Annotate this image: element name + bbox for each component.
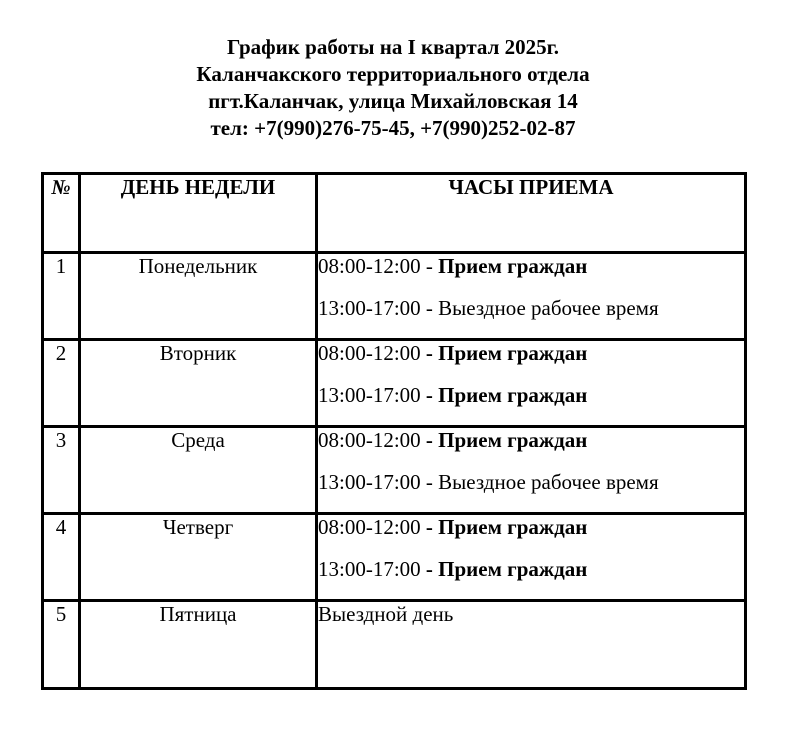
hours-separator: -: [420, 428, 439, 452]
header-phones: тел: +7(990)276-75-45, +7(990)252-02-87: [210, 116, 576, 140]
row-day: Среда: [80, 427, 317, 514]
hours-line: [318, 383, 744, 425]
hours-line: Выездной день: [318, 602, 454, 626]
hours-activity: Прием граждан: [438, 428, 588, 452]
hours-line: [318, 428, 744, 470]
hours-activity: Прием граждан: [438, 383, 588, 407]
hours-activity: Прием граждан: [438, 515, 588, 539]
table-row: [43, 253, 746, 340]
hours-activity: Прием граждан: [438, 254, 588, 278]
row-hours: [317, 601, 746, 689]
hours-separator: -: [420, 296, 439, 320]
hours-time: 08:00-12:00: [318, 428, 421, 452]
hours-time: 13:00-17:00: [318, 383, 421, 407]
hours-time: 08:00-12:00: [318, 254, 421, 278]
hours-line: [318, 341, 744, 383]
row-number: 3: [43, 427, 80, 514]
row-number: 4: [43, 514, 80, 601]
row-hours: [317, 340, 746, 427]
header-title: График работы на I квартал 2025г.: [226, 35, 560, 59]
hours-activity: Выездное рабочее время: [438, 470, 659, 494]
hours-time: 13:00-17:00: [318, 557, 421, 581]
hours-separator: -: [420, 515, 439, 539]
hours-line: [318, 557, 744, 599]
hours-activity: Выездное рабочее время: [438, 296, 659, 320]
hours-time: 08:00-12:00: [318, 341, 421, 365]
row-day: Вторник: [80, 340, 317, 427]
hours-time: 13:00-17:00: [318, 470, 421, 494]
hours-line: [318, 296, 744, 338]
row-day: Понедельник: [80, 253, 317, 340]
table-row: [43, 514, 746, 601]
hours-separator: -: [420, 383, 439, 407]
hours-time: 13:00-17:00: [318, 296, 421, 320]
hours-line: [318, 254, 744, 296]
row-number: 5: [43, 601, 80, 689]
row-number: 2: [43, 340, 80, 427]
hours-activity: Прием граждан: [438, 341, 588, 365]
column-header-hours: ЧАСЫ ПРИЕМА: [317, 174, 746, 253]
header-department: Каланчакского территориального отдела: [196, 62, 590, 86]
header-address: пгт.Каланчак, улица Михайловская 14: [208, 89, 578, 113]
row-hours: [317, 253, 746, 340]
table-row: [43, 340, 746, 427]
column-header-day: ДЕНЬ НЕДЕЛИ: [80, 174, 317, 253]
row-day: Четверг: [80, 514, 317, 601]
column-header-number: №: [43, 174, 80, 253]
table-header-row: [43, 174, 746, 253]
hours-separator: -: [420, 341, 439, 365]
row-day: Пятница: [80, 601, 317, 689]
table-row: [43, 601, 746, 689]
row-number: 1: [43, 253, 80, 340]
table-row: [43, 427, 746, 514]
hours-separator: -: [420, 470, 439, 494]
hours-separator: -: [420, 557, 439, 581]
hours-activity: Прием граждан: [438, 557, 588, 581]
hours-separator: -: [420, 254, 439, 278]
hours-time: 08:00-12:00: [318, 515, 421, 539]
hours-line: [318, 470, 744, 512]
schedule-table: [41, 172, 747, 690]
row-hours: [317, 514, 746, 601]
hours-line: [318, 515, 744, 557]
row-hours: [317, 427, 746, 514]
document-header: [0, 34, 786, 142]
